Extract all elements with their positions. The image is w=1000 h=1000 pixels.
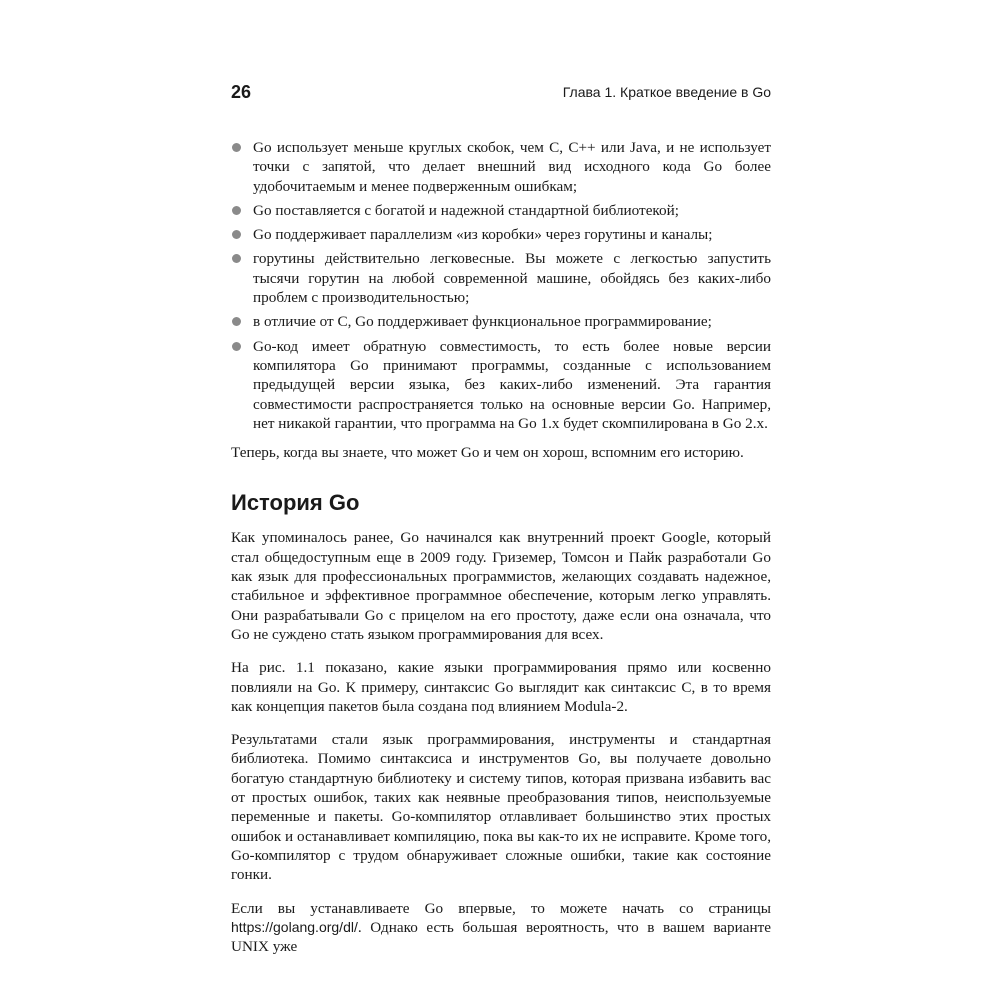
intro-paragraph: Теперь, когда вы знаете, что может Go и чем он хорош, вспомним его историю.: [231, 444, 744, 462]
last-paragraph-start: Если вы устанавливаете Go впервые, то можете начать со страницы: [231, 899, 771, 917]
list-item: [231, 249, 771, 307]
bullet-icon: [232, 143, 241, 152]
list-item: [231, 225, 771, 244]
feature-list: [231, 138, 771, 433]
list-item-text: Go-код имеет обратную совместимость, то есть более новые версии компилятора Go принимают программы, созданные с использованием предыдущей версии языка, без каких-либо изменений. Эта гарантия совместимости распространяется только на основные версии Go. Например, нет никакой гарантии, что программа на Go 1.x будет скомпилирована в Go 2.x.: [253, 337, 771, 432]
page-number: 26: [231, 82, 252, 102]
last-paragraph-end: . Однако есть большая вероятность, что в вашем варианте UNIX уже: [231, 918, 771, 956]
list-item: [231, 201, 771, 220]
bullet-icon: [232, 342, 241, 351]
bullet-icon: [232, 317, 241, 326]
list-item-text: горутины действительно легковесные. Вы можете с легкостью запустить тысячи горутин на любой современной машине, обойдясь без каких-либо проблем с производительностью;: [253, 250, 771, 307]
paragraph: На рис. 1.1 показано, какие языки программирования прямо или косвенно повлияли на Go. К примеру, синтаксис Go выглядит как синтаксис C, в то время как концепция пакетов была создана под влиянием Modula-2.: [231, 659, 771, 715]
list-item-text: Go использует меньше круглых скобок, чем C, C++ или Java, и не использует точки с запятой, что делает внешний вид исходного кода Go более удобочитаемым и менее подверженным ошибкам;: [253, 139, 771, 195]
bullet-icon: [232, 230, 241, 239]
download-link[interactable]: https://golang.org/dl/: [231, 918, 358, 935]
bullet-icon: [232, 206, 241, 215]
page-body: [231, 138, 771, 970]
list-item: [231, 337, 771, 433]
list-item-text: в отличие от C, Go поддерживает функциональное программирование;: [253, 313, 712, 331]
running-head: Глава 1. Краткое введение в Go: [562, 84, 771, 100]
bullet-icon: [232, 254, 241, 263]
list-item-text: Go поставляется с богатой и надежной стандартной библиотекой;: [253, 201, 679, 219]
section-title: История Go: [231, 490, 360, 516]
list-item-text: Go поддерживает параллелизм «из коробки» через горутины и каналы;: [253, 226, 713, 244]
page-header: [231, 82, 771, 106]
last-paragraph: [231, 899, 771, 957]
list-item: [231, 138, 771, 196]
paragraph: Как упоминалось ранее, Go начинался как внутренний проект Google, который стал общедоступным еще в 2009 году. Гриземер, Томсон и Пайк разработали Go как язык для профессиональных программистов, желающих создавать надежное, стабильное и эффективное программное обеспечение, которым легко управлять. Они разрабатывали Go с прицелом на его простоту, даже если она означала, что Go не суждено стать языком программирования для всех.: [231, 529, 771, 643]
list-item: [231, 312, 771, 331]
paragraph: Результатами стали язык программирования, инструменты и стандартная библиотека. Помимо синтаксиса и инструментов Go, вы получаете довольно богатую стандартную библиотеку и систему типов, которая призвана избавить вас от простых ошибок, таких как неявные преобразования типов, неиспользуемые переменные и пакеты. Go-компилятор отлавливает большинство этих простых ошибок и останавливает компиляцию, пока вы как-то их не исправите. Кроме того, Go-компилятор с трудом обнаруживает сложные ошибки, такие как состояние гонки.: [231, 731, 771, 884]
